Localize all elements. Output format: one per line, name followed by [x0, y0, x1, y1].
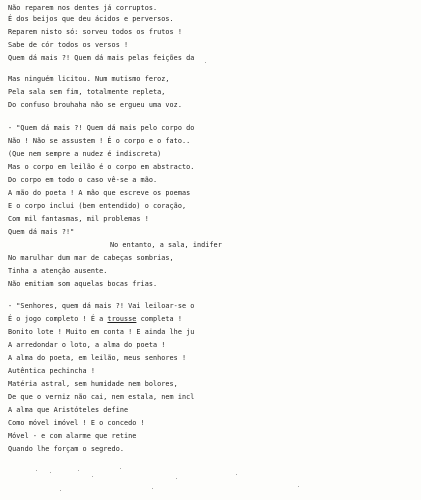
scan-speck: [298, 486, 299, 487]
text-line: Não reparem nos dentes já corruptos.: [8, 4, 158, 12]
scan-speck: [60, 490, 61, 491]
scan-speck: [120, 468, 121, 469]
scan-speck: [205, 62, 206, 63]
text-line: Matéria astral, sem humidade nem bolores,: [8, 380, 178, 388]
scan-speck: [36, 470, 37, 471]
text-line: - "Quem dá mais ?! Quem dá mais pelo corpo do: [8, 124, 195, 132]
scan-speck: [152, 488, 153, 489]
text-line: Móvel - e com alarme que retine: [8, 432, 137, 440]
text-line: Não emitiam som aquelas bocas frias.: [8, 280, 158, 288]
text-line: Mas ninguém licitou. Num mutismo feroz,: [8, 75, 170, 83]
text-line: Tinha a atenção ausente.: [8, 267, 108, 275]
text-line: Sabe de cór todos os versos !: [8, 41, 129, 49]
text-line: Bonito lote ! Muito em conta ! E ainda lhe ju: [8, 328, 195, 336]
text-line: Não ! Não se assustem ! É o corpo e o fato..: [8, 137, 191, 145]
text-line: Reparem nisto só: sorveu todos os frutos !: [8, 28, 182, 36]
scan-speck: [176, 478, 177, 479]
text-line: A alma do poeta, em leilão, meus senhores !: [8, 354, 187, 362]
text-line: - "Senhores, quem dá mais ?! Vai leiloar-se o: [8, 302, 195, 310]
text-line: A arredondar o loto, a alma do poeta !: [8, 341, 166, 349]
scan-speck: [92, 476, 93, 477]
text-line: Com mil fantasmas, mil problemas !: [8, 215, 149, 223]
text-line: [8, 315, 182, 323]
text-line: Como móvel imóvel ! E o concedo !: [8, 419, 145, 427]
text-line: Quando lhe forçam o segredo.: [8, 445, 124, 453]
text-line: Do confuso brouhaha não se ergueu uma voz.: [8, 101, 182, 109]
text-line: Quem dá mais ?! Quem dá mais pelas feições da: [8, 54, 195, 62]
underlined-word: trousse: [107, 315, 137, 323]
scan-speck: [236, 474, 237, 475]
line-part: completa !: [136, 315, 182, 323]
text-line: E o corpo inclui (bem entendido) o coração,: [8, 202, 187, 210]
text-line: É dos beijos que deu ácidos e perversos.: [8, 15, 174, 23]
text-line: Autêntica pechincha !: [8, 367, 95, 375]
text-line: Quem dá mais ?!": [8, 228, 75, 236]
scan-speck: [78, 470, 79, 471]
text-line: Pela sala sem fim, totalmente repleta,: [8, 88, 166, 96]
scan-speck: [50, 472, 51, 473]
text-line: Mas o corpo em leilão é o corpo em abstracto.: [8, 163, 195, 171]
text-line: Do corpo em todo o caso vê-se a mão.: [8, 176, 158, 184]
text-line: A mão do poeta ! A mão que escreve os poemas: [8, 189, 191, 197]
text-line: No marulhar dum mar de cabeças sombrias,: [8, 254, 174, 262]
text-line: De que o verniz não cai, nem estala, nem incl: [8, 393, 195, 401]
text-line: A alma que Aristóteles define: [8, 406, 129, 414]
line-part: É o jogo completo ! É a: [8, 315, 108, 323]
text-line: (Que nem sempre a nudez é indiscreta): [8, 150, 162, 158]
text-line: No entanto, a sala, indifer: [110, 241, 222, 249]
